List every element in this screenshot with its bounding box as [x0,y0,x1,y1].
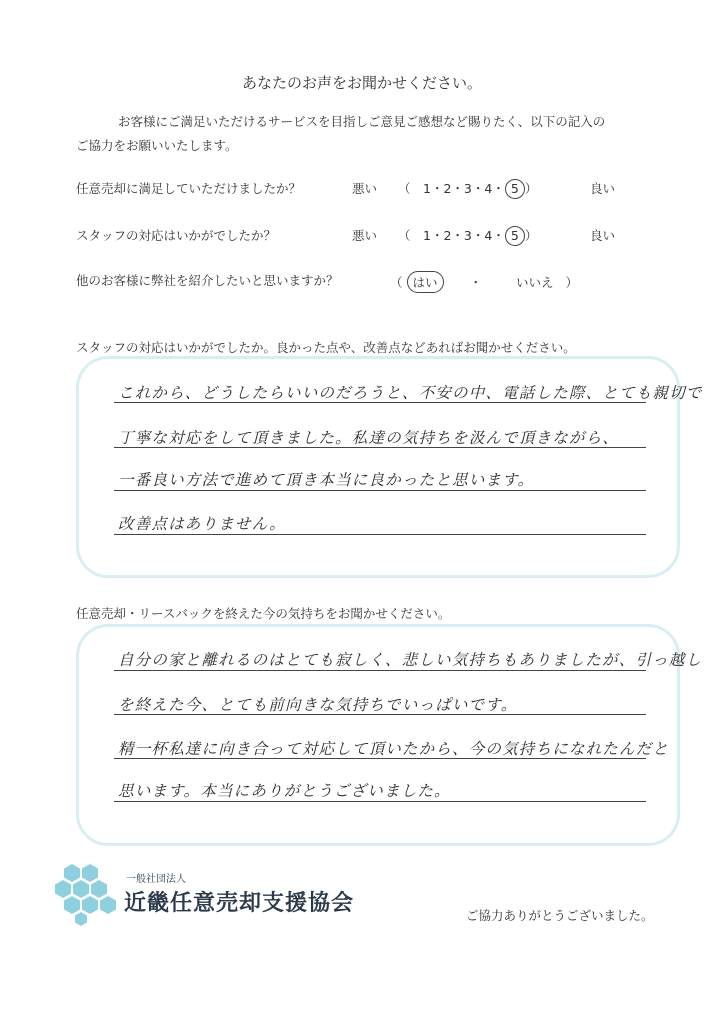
section1-prompt: スタッフの対応はいかがでしたか。良かった点や、改善点などあればお聞かせください。 [76,340,576,355]
referral-yes-selected: はい [407,271,444,293]
scale-high-label: 良い [590,181,616,196]
handwritten-line: 一番良い方法で進めて頂き本当に良かったと思います。 [118,471,535,489]
referral-options[interactable] [390,271,578,293]
section2-prompt: 任意売却・リースバックを終えた今の気持ちをお聞かせください。 [76,606,451,621]
writing-rule [114,447,646,448]
writing-rule [114,670,646,671]
writing-rule [114,758,646,759]
rating-scale-satisfaction[interactable] [398,179,537,199]
scale-options: （ 1・2・3・4・ [398,181,505,196]
scale-options: （ 1・2・3・4・ [398,228,505,243]
writing-rule [114,402,646,403]
thanks-message: ご協力ありがとうございました。 [466,908,654,923]
handwritten-line: 精一杯私達に向き合って対応して頂いたから、今の気持ちになれたんだと [118,740,670,758]
logo-subtitle: 一般社団法人 [126,874,186,885]
writing-rule [114,714,646,715]
handwritten-line: を終えた今、とても前向きな気持ちでいっぱいです。 [118,696,518,714]
handwritten-line: 自分の家と離れるのはとても寂しく、悲しい気持ちもありましたが、引っ越し [118,651,703,669]
referral-close: ） [565,275,579,290]
referral-open: （ [390,275,403,290]
question-satisfaction-label: 任意売却に満足していただけましたか？ [76,181,302,196]
selected-rating-circle: 5 [505,226,525,246]
intro-line-2: ご協力をお願いいたします。 [76,138,238,153]
scale-high-label: 良い [590,228,616,243]
scale-low-label: 悪い [352,228,378,243]
referral-no: いいえ [516,275,554,290]
writing-rule [114,534,646,535]
intro-line-1: お客様にご満足いただけるサービスを目指しご意見ご感想など賜りたく、以下の記入の [118,114,606,129]
scale-low-label: 悪い [352,181,378,196]
scale-close: ） [524,181,538,196]
question-referral-label: 他のお客様に弊社を紹介したいと思いますか？ [76,273,339,288]
referral-dot: ・ [469,275,483,290]
organization-name: 近畿任意売却支援協会 [124,891,355,916]
scale-close: ） [524,228,538,243]
question-staff-label: スタッフの対応はいかがでしたか？ [76,228,277,243]
writing-rule [114,801,646,802]
writing-rule [114,490,646,491]
handwritten-line: 改善点はありません。 [118,515,286,533]
selected-rating-circle: 5 [505,179,525,199]
handwritten-line: 丁寧な対応をして頂きました。私達の気持ちを汲んで頂きながら、 [118,429,620,447]
rating-scale-staff[interactable] [398,226,537,246]
handwritten-line: 思います。本当にありがとうございました。 [118,782,451,800]
page-title: あなたのお声をお聞かせください。 [241,74,482,92]
hexagon-logo-icon [52,860,118,926]
handwritten-line: これから、どうしたらいいのだろうと、不安の中、電話した際、とても親切で [118,384,703,402]
